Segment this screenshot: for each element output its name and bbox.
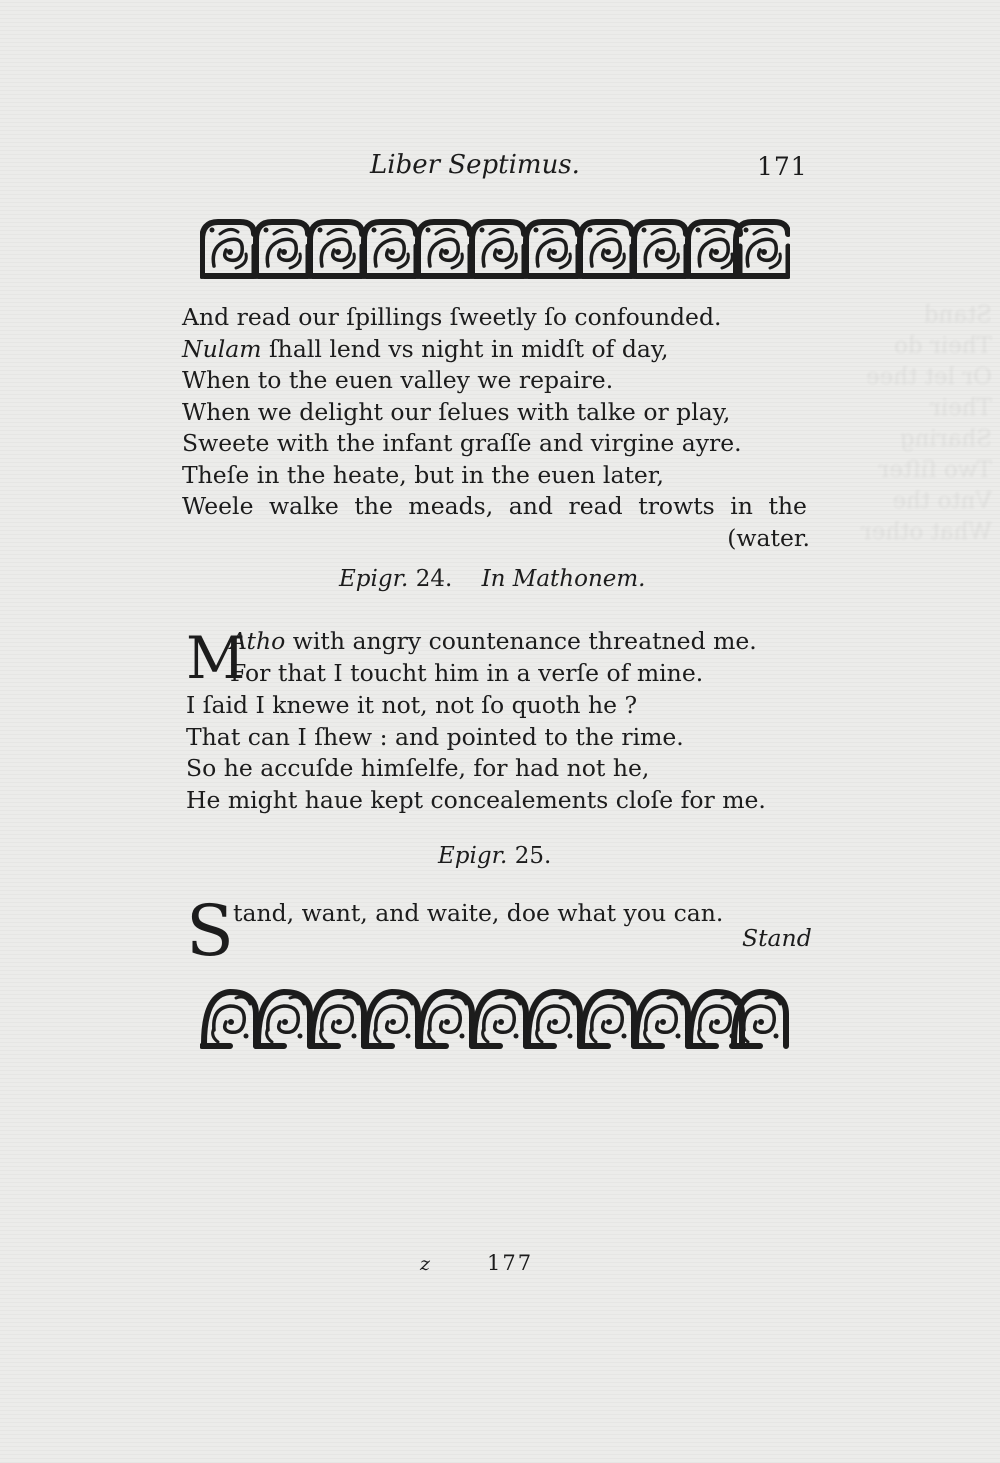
heading-label: Epigr. xyxy=(339,566,409,592)
signature-mark: z xyxy=(420,1253,431,1275)
verse-line: So he accuſde himſelfe, for had not he, xyxy=(186,754,650,782)
ornament-unit xyxy=(202,222,254,276)
heading-title: In Mathonem. xyxy=(481,566,646,592)
catchword: Stand xyxy=(742,924,812,952)
italic-name: Atho xyxy=(230,627,286,655)
bottom-ornament-band xyxy=(200,984,790,1054)
verse-line: He might haue kept concealements cloſe for me. xyxy=(186,785,766,814)
epigram-24-heading xyxy=(339,566,646,592)
page-number: 171 xyxy=(757,152,808,181)
epigram-24-line: For that I toucht him in a verſe of mine. xyxy=(230,659,704,687)
verse-line: And read our ſpillings ſweetly ſo confounded. xyxy=(182,303,722,331)
verse-line: Sweete with the infant graſſe and virgine ayre. xyxy=(182,429,742,457)
footer-number: 177 xyxy=(487,1251,534,1275)
turnover-line: (water. xyxy=(727,523,810,552)
running-title: Liber Septimus. xyxy=(370,150,580,180)
verse-line: When we delight our ſelues with talke or play, xyxy=(182,397,731,426)
epigram-24-first-line: Atho with angry countenance threatned me. xyxy=(230,627,757,655)
verse-line-justified: Weele walke the meads, and read trowts in the xyxy=(182,492,807,520)
stanza-one xyxy=(182,302,812,554)
verse-line xyxy=(182,334,812,366)
verse-line: I ſaid I knewe it not, not ſo quoth he ? xyxy=(186,691,638,719)
epigram-24-body xyxy=(186,690,816,816)
heading-label: Epigr. xyxy=(438,843,508,869)
drop-cap-m: M xyxy=(186,624,246,692)
ornament-unit xyxy=(202,992,256,1046)
verse-line-rest: ſhall lend vs night in midſt of day, xyxy=(261,334,669,363)
verse-line: When to the euen valley we repaire. xyxy=(182,366,614,394)
drop-cap-s: S xyxy=(186,890,234,972)
verse-italic-name: Nulam xyxy=(182,334,262,363)
heading-number: 24. xyxy=(415,566,453,592)
epigram-25-first-line: tand, want, and waite, doe what you can. xyxy=(233,899,724,927)
top-ornament-band xyxy=(200,216,790,282)
show-through-text: Stand Their do Or let thee Their Sharing Two ſiſter Vnto the What other xyxy=(860,302,992,545)
verse-line: Theſe in the heate, but in the euen later, xyxy=(182,460,664,489)
verse-line: That can I ſhew : and pointed to the rime. xyxy=(186,722,684,751)
heading-number: 25. xyxy=(514,843,552,869)
epigram-25-heading xyxy=(438,843,551,869)
